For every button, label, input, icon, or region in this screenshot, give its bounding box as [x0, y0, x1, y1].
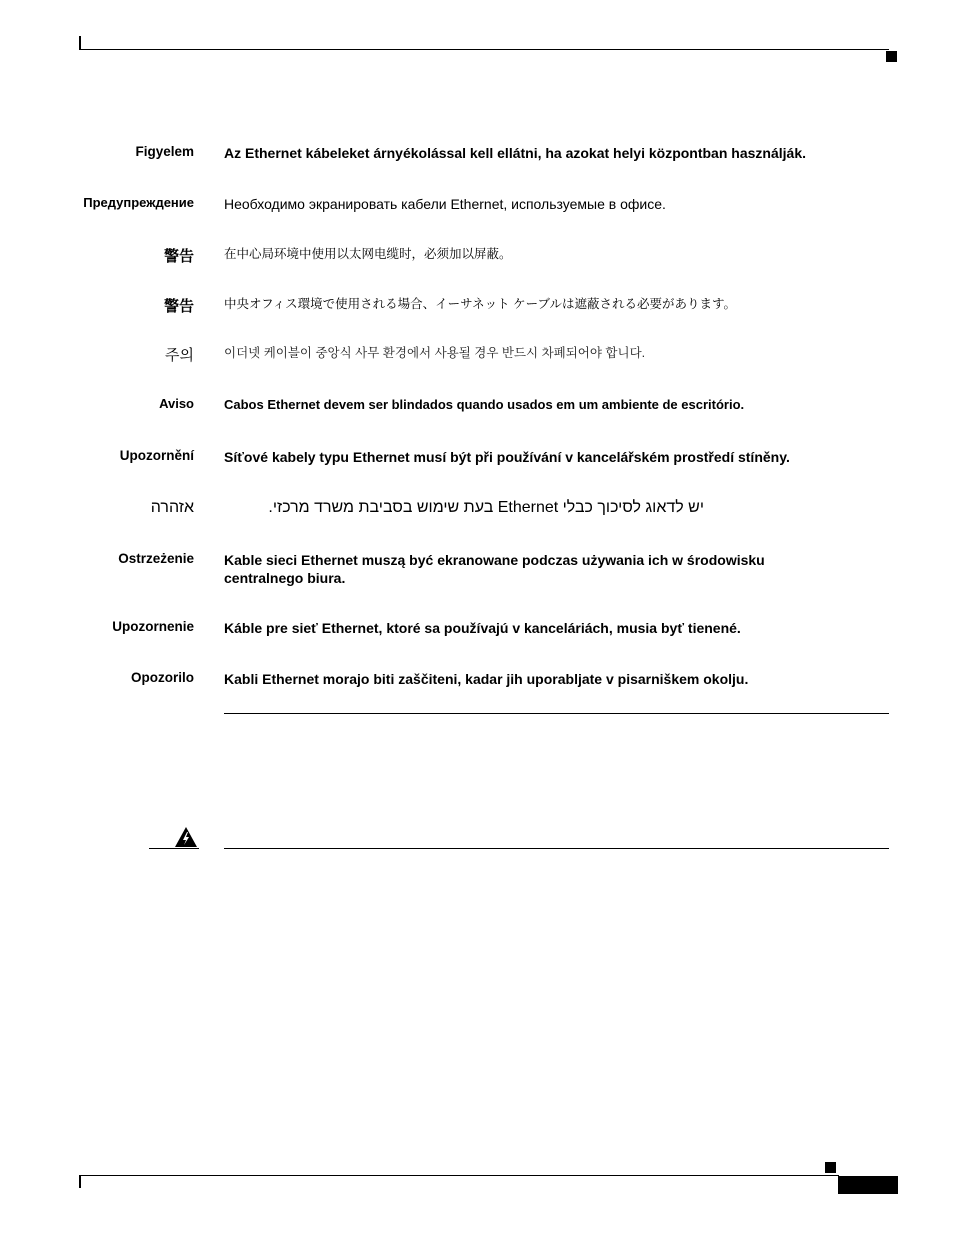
warning-text: Необходимо экранировать кабели Ethernet, используемые в офисе. — [224, 196, 666, 212]
warning-triangle-icon — [174, 826, 198, 848]
warning-label: 주의 — [165, 347, 194, 364]
header-rule — [79, 49, 889, 50]
icon-rule — [149, 848, 199, 849]
warning-text: 在中心局环境中使用以太网电缆时，必须加以屏蔽。 — [224, 247, 512, 261]
warning-label: Upozornenie — [112, 619, 194, 634]
warning-text: 이더넷 케이블이 중앙식 사무 환경에서 사용될 경우 반드시 차폐되어야 합니다. — [224, 346, 646, 360]
warning-label: Предупреждение — [83, 195, 194, 210]
header-marker — [886, 51, 897, 62]
warning-text: Káble pre sieť Ethernet, ktoré sa používajú v kanceláriách, musia byť tienené. — [224, 620, 741, 636]
warning-label: Upozornění — [119, 448, 194, 463]
footer-bracket — [79, 1176, 81, 1188]
warning-label: אזהרה — [150, 499, 194, 516]
warning-label: 警告 — [163, 298, 194, 315]
footer-rule — [79, 1175, 839, 1176]
warning-label: Aviso — [159, 396, 194, 411]
warning-text: Az Ethernet kábeleket árnyékolással kell ellátni, ha azokat helyi központban használják. — [224, 145, 806, 161]
warning-label: Opozorilo — [131, 670, 194, 685]
section-divider — [224, 848, 889, 849]
warning-text: Cabos Ethernet devem ser blindados quando usados em um ambiente de escritório. — [224, 397, 745, 412]
warning-label: Figyelem — [135, 144, 194, 159]
footer-marker — [825, 1162, 836, 1173]
section-divider — [224, 713, 889, 714]
warning-text: 中央オフィス環境で使用される場合、イーサネット ケーブルは遮蔽される必要があります。 — [224, 297, 736, 311]
header-bracket — [79, 36, 81, 50]
footer-page-tab — [838, 1176, 898, 1194]
warning-text: יש לדאוג לסיכוך כבלי Ethernet בעת שימוש בסביבת משרד מרכזי. — [268, 499, 704, 516]
warning-label: Ostrzeżenie — [118, 551, 194, 566]
warning-text: Kable sieci Ethernet muszą być ekranowane podczas używania ich w środowisku centralnego biura. — [224, 552, 765, 586]
warning-text: Kabli Ethernet morajo biti zaščiteni, kadar jih uporabljate v pisarniškem okolju. — [224, 671, 749, 687]
warning-label: 警告 — [163, 248, 194, 265]
warning-text: Síťové kabely typu Ethernet musí být při používání v kancelářském prostředí stíněny. — [224, 449, 790, 465]
